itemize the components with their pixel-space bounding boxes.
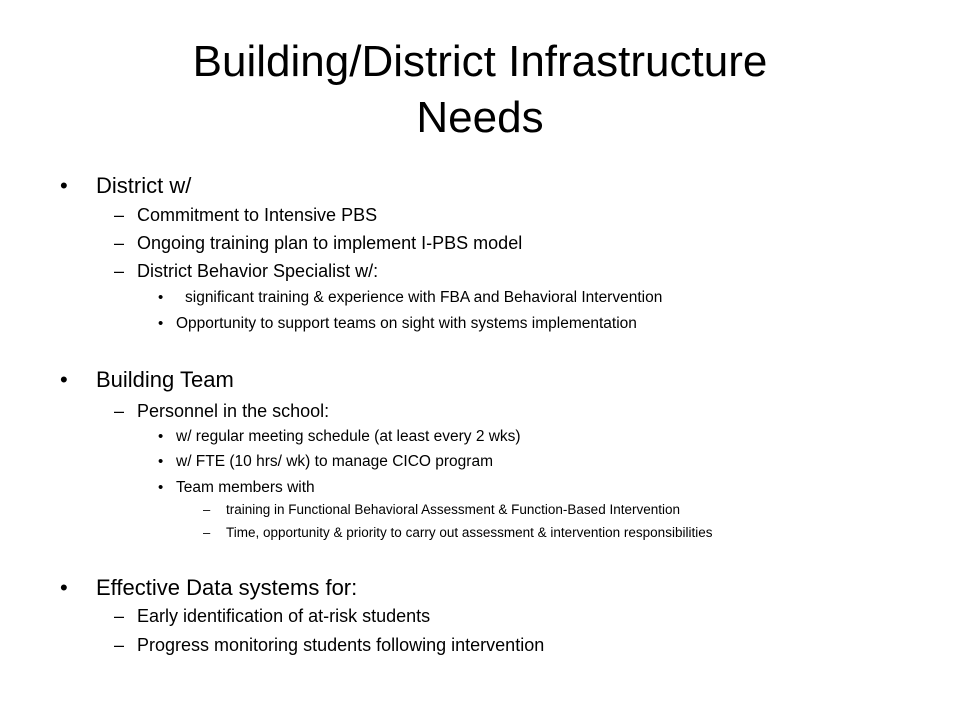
specialist-item-1: significant training & experience with FBA and Behavioral Intervention bbox=[185, 289, 663, 306]
district-item-1: Commitment to Intensive PBS bbox=[137, 205, 378, 225]
bullet-dot: • bbox=[158, 479, 164, 496]
personnel-item-1: w/ regular meeting schedule (at least every 2 wks) bbox=[176, 428, 521, 445]
title-line-2: Needs bbox=[416, 93, 544, 142]
data-systems-item-1: Early identification of at-risk students bbox=[137, 606, 431, 626]
bullet-dot: • bbox=[158, 453, 164, 470]
bullet-dot: • bbox=[60, 367, 68, 392]
district-heading: District w/ bbox=[96, 173, 192, 198]
dash-glyph: – bbox=[114, 205, 125, 225]
bullet-dot: • bbox=[158, 289, 164, 306]
bullet-dot: • bbox=[158, 428, 164, 445]
dash-glyph: – bbox=[203, 525, 211, 540]
building-heading: Building Team bbox=[96, 367, 234, 392]
team-item-1: training in Functional Behavioral Assessment & Function-Based Intervention bbox=[226, 502, 680, 517]
dash-glyph: – bbox=[114, 261, 125, 281]
district-item-3: District Behavior Specialist w/: bbox=[137, 261, 379, 281]
bullet-dot: • bbox=[60, 173, 68, 198]
district-item-2: Ongoing training plan to implement I-PBS model bbox=[137, 233, 523, 253]
dash-glyph: – bbox=[114, 401, 125, 421]
bullet-dot: • bbox=[158, 315, 164, 332]
dash-glyph: – bbox=[203, 502, 211, 517]
dash-glyph: – bbox=[114, 635, 125, 655]
personnel-item-3: Team members with bbox=[176, 479, 315, 496]
personnel-text: Personnel in the school: bbox=[137, 401, 330, 421]
dash-glyph: – bbox=[114, 233, 125, 253]
data-systems-heading: Effective Data systems for: bbox=[96, 575, 358, 600]
bullet-dot: • bbox=[60, 575, 68, 600]
dash-glyph: – bbox=[114, 606, 125, 626]
team-item-2: Time, opportunity & priority to carry out assessment & intervention responsibilities bbox=[226, 525, 713, 540]
specialist-item-2: Opportunity to support teams on sight with systems implementation bbox=[176, 315, 637, 332]
title-line-1: Building/District Infrastructure bbox=[192, 37, 768, 86]
personnel-item-2: w/ FTE (10 hrs/ wk) to manage CICO program bbox=[176, 453, 493, 470]
data-systems-item-2: Progress monitoring students following intervention bbox=[137, 635, 545, 655]
